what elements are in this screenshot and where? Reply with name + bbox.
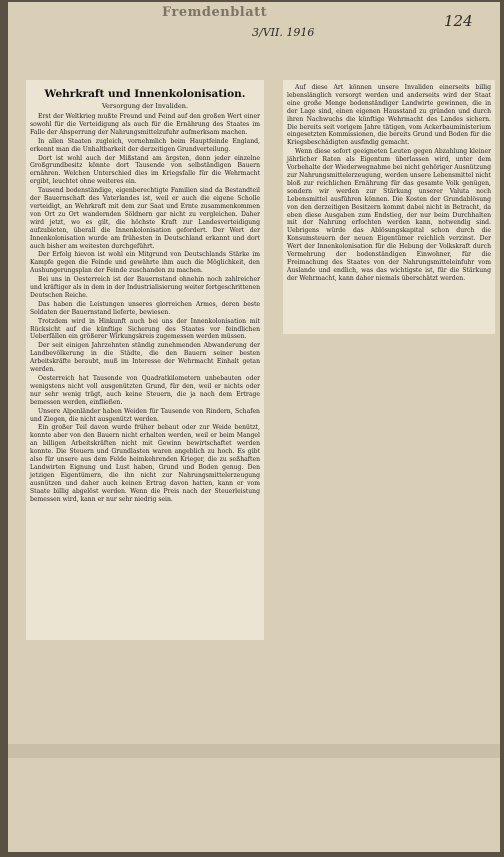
paragraph: Der Erfolg hievon ist wohl ein Mitgrund von Deutschlands Stärke im Kampfe gegen die Feinde und gewährte ihm auch die Möglichkeit, den Aushungerungsplan der Feinde zuschanden zu machen. xyxy=(30,251,260,275)
column-1-text xyxy=(30,113,260,504)
paragraph: Tausend bodenständige, eigenberechtigte Familien sind da Bestandteil der Bauernschaft des Vaterlandes ist, weil er auch die eigene Scholle verteidigt, an Wehrkraft mit dem zur Saat und Ernte zusammenkommen von Ort zu Ort wandernden Söldnern gar nicht zu vergleichen. Daher wird jetzt, wo es gilt, die höchste Kraft zur Landesverteidigung aufzubieten, überall die Innenkolonisation gefordert. Der Wert der Innenkolonisation wurde am frühesten in Deutschland erkannt und dort auch bisher am weitesten durchgeführt. xyxy=(30,187,260,250)
clipping-column-1 xyxy=(26,80,264,640)
article-title: Wehrkraft und Innenkolonisation. xyxy=(44,88,246,100)
article-subtitle: Versorgung der Invaliden. xyxy=(101,102,189,110)
handwritten-date: 3/VII. 1916 xyxy=(252,26,315,39)
page-number: 124 xyxy=(444,12,473,30)
paragraph: Trotzdem wird in Hinkunft auch bei uns der Innenkolonisation mit Rücksicht auf die künftige Sicherung des Staates vor feindlichen Ueberfällen ein größerer Wirkungskreis zugemessen werden müssen. xyxy=(30,317,260,341)
paragraph: Ein großer Teil davon wurde früher bebaut oder zur Weide benützt, konnte aber von den Bauern nicht erhalten werden, weil er beim Mangel an billigen Arbeitskräften nicht mit Gewinn bewirtschaftet werden konnte. Die Steuern und Grundlasten waren angeblich zu hoch. Es gibt also für unsere aus dem Felde heimkehrenden Krieger, die zu seßhaften Landwirten Eignung und Lust haben, Grund und Boden genug. Den jetzigen Eigentümern, die ihn nicht zur Nahrungsmittelerzeugung ausnützen und daher auch keinen Ertrag davon hatten, kann er vom Staate billig abgelöst werden. Wenn die Preis nach der Steuerleistung bemessen wird, kann er nur sehr niedrig sein. xyxy=(30,424,260,503)
paragraph: Oesterreich hat Tausende von Quadratkilometern unbebauten oder wenigstens nicht voll ausgenützten Grund, für den, weil er nichts oder nur sehr wenig trägt, auch keine Steuern, die ja nach dem Ertrage bemessen werden, einfließen. xyxy=(30,375,260,406)
newspaper-stamp: Fremdenblatt xyxy=(162,5,268,20)
column-2-text xyxy=(287,84,491,283)
paragraph: Das haben die Leistungen unseres glorreichen Armes, deren beste Soldaten der Bauernstand lieferte, bewiesen. xyxy=(30,300,260,316)
paragraph: Der seit einigen Jahrzehnten ständig zunehmenden Abwanderung der Landbevölkerung in die Städte, die den Bauern seiner besten Arbeitskräfte beraubt, muß im Interesse der Wehrmacht Einhalt getan werden. xyxy=(30,342,260,374)
paragraph: Unsere Alpenländer haben Weiden für Tausende von Rindern, Schafen und Ziegen, die nicht ausgenützt werden. xyxy=(30,407,260,423)
paragraph: In allen Staaten zugleich, vornehmlich beim Hauptfeinde England, erkennt man die Unhaltbarkeit der derzeitigen Grundverteilung. xyxy=(30,137,260,153)
paragraph: Erst der Weltkrieg mußte Freund und Feind auf den großen Wert einer sowohl für die Verteidigung als auch für die Ernährung des Staates im Falle der Absperrung der Nahrungsmittelzufuhr aufmerksam machen. xyxy=(30,113,260,136)
paragraph: Dort ist wohl auch der Mißstand am ärgsten, denn jeder einzelne Großgrundbesitz könnte dort Tausende von selbständigen Bauern ernähren. Welchen Unterschied dies im Kriegsfalle für die Wehrmacht ergibt, leuchtet ohne weiteres ein. xyxy=(30,154,260,186)
paper-fold xyxy=(8,744,500,758)
clipping-column-2 xyxy=(283,80,495,334)
paragraph: Wenn diese sofort geeigneten Leuten gegen Abzahlung kleiner jährlicher Raten als Eigentum überlassen wird, unter dem Vorbehalte der Wiederwegnahme bei nicht gehöriger Ausnützung zur Nahrungsmittelerzeugung, werden unsere Lebensmittel nicht bloß zur reichlichen Ernährung für das gesamte Volk genügen, sondern wir werden zur Stärkung unserer Valuta noch Lebensmittel ausführen können. Die Kosten der Grundablösung von den derzeitigen Besitzern kommt dabei nicht in Betracht, da eben diese Ausgaben zum Endstieg, der nur beim Durchhalten mit der Nahrung erfochten werden kann, notwendig sind. Uebrigens würde das Ablösungskapital schon durch die Konsumsteuern der neuen Eigentümer reichlich verzinst. Der Wert der Innenkolonisation für die Hebung der Volkskraft durch Vermehrung der bodenständigen Einwohner, für die Freimachung des Staates von der Nahrungsmitteleinfuhr vom Auslande und endlich, was das wichtigste ist, für die Stärkung der Wehrmacht, kann daher niemals überschätzt werden. xyxy=(287,148,491,282)
paragraph: Bei uns in Oesterreich ist der Bauernstand ohnehin noch zahlreicher und kräftiger als in dem in der Industrialisierung weiter fortgeschrittenen Deutschen Reiche. xyxy=(30,276,260,299)
paragraph: Auf diese Art können unsere Invaliden einerseits billig lebenslänglich versorgt werden und anderseits wird der Staat eine große Menge bodenständiger Landwirte gewinnen, die in der Lage sind, einen eigenen Hausstand zu gründen und durch ihren Nachwuchs die künftige Wehrmacht des Landes sichern. Die bereits seit vorigem Jahre tätigen, vom Ackerbauministerium eingesetzten Kommissionen, die bereits Grund und Boden für die Kriegsbeschädigten ausfindig gemacht. xyxy=(287,84,491,147)
